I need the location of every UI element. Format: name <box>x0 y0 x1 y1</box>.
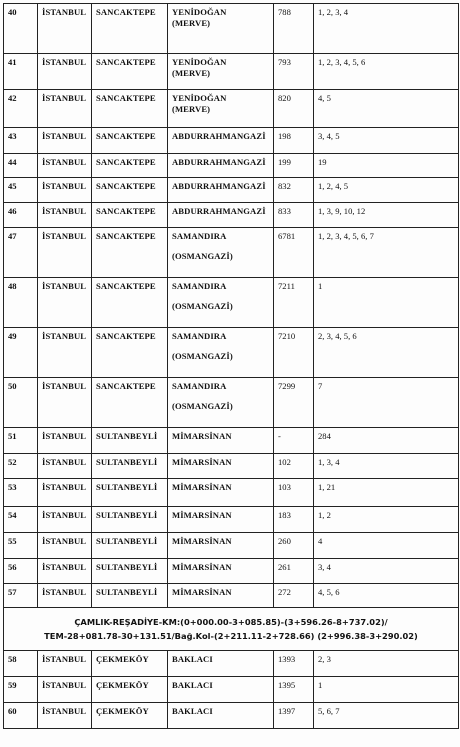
district-cell <box>92 378 168 428</box>
row-number-text: 44 <box>8 157 17 167</box>
district-cell-text: SANCAKTEPE <box>96 157 156 167</box>
row-number-text: 51 <box>8 431 17 441</box>
block-number-cell <box>274 154 314 178</box>
row-number <box>4 178 38 203</box>
parcel-numbers-cell-text: 1, 2, 3, 4, 5, 6 <box>318 57 366 67</box>
district-cell <box>92 128 168 154</box>
city-cell <box>38 479 92 507</box>
row-number <box>4 507 38 533</box>
city-cell <box>38 90 92 128</box>
district-cell <box>92 559 168 584</box>
table-row <box>4 154 459 178</box>
parcel-numbers-cell-text: 1, 2, 3, 4 <box>318 7 349 17</box>
district-cell <box>92 228 168 278</box>
city-cell-text: İSTANBUL <box>42 457 87 467</box>
block-number-cell-text: 102 <box>278 457 291 467</box>
neighborhood-cell <box>168 128 274 154</box>
city-cell <box>38 228 92 278</box>
row-number-text: 56 <box>8 562 17 572</box>
neighborhood-cell-text: YENİDOĞAN <box>172 93 227 103</box>
city-cell-text: İSTANBUL <box>42 93 87 103</box>
row-number-text: 52 <box>8 457 17 467</box>
neighborhood-cell-text: BAKLACI <box>172 706 213 716</box>
block-number-cell-text: 6781 <box>278 231 296 241</box>
row-number-text: 59 <box>8 680 17 690</box>
city-cell <box>38 278 92 328</box>
neighborhood-cell-text: MİMARSİNAN <box>172 536 232 546</box>
parcel-numbers-cell <box>314 203 459 228</box>
parcel-numbers-cell <box>314 677 459 703</box>
neighborhood-cell-text: ABDURRAHMANGAZİ <box>172 157 266 167</box>
row-number-text: 40 <box>8 7 17 17</box>
parcel-numbers-cell <box>314 54 459 90</box>
city-cell-text: İSTANBUL <box>42 206 87 216</box>
parcel-numbers-cell-text: 5, 6, 7 <box>318 706 340 716</box>
neighborhood-cell-text: ABDURRAHMANGAZİ <box>172 131 266 141</box>
block-number-cell <box>274 559 314 584</box>
row-number-text: 60 <box>8 706 17 716</box>
row-number <box>4 651 38 677</box>
parcel-numbers-cell-text: 1, 2 <box>318 510 331 520</box>
city-cell-text: İSTANBUL <box>42 536 87 546</box>
parcel-numbers-cell <box>314 128 459 154</box>
neighborhood-cell <box>168 454 274 479</box>
district-cell <box>92 533 168 559</box>
block-number-cell-text: 7211 <box>278 281 295 291</box>
city-cell-text: İSTANBUL <box>42 181 87 191</box>
table-row <box>4 703 459 729</box>
row-number-text: 57 <box>8 587 17 597</box>
neighborhood-subname: (OSMANGAZİ) <box>172 401 233 411</box>
parcel-numbers-cell <box>314 651 459 677</box>
neighborhood-cell-text: SAMANDIRA <box>172 331 227 341</box>
table-row <box>4 54 459 90</box>
neighborhood-cell <box>168 677 274 703</box>
parcel-numbers-cell <box>314 533 459 559</box>
parcel-numbers-cell <box>314 278 459 328</box>
block-number-cell-text: 272 <box>278 587 291 597</box>
block-number-cell <box>274 54 314 90</box>
neighborhood-cell <box>168 54 274 90</box>
block-number-cell-text: 833 <box>278 206 291 216</box>
table-row <box>4 584 459 608</box>
neighborhood-subname: (OSMANGAZİ) <box>172 301 233 311</box>
row-number-text: 43 <box>8 131 17 141</box>
parcel-numbers-cell <box>314 454 459 479</box>
district-cell <box>92 677 168 703</box>
block-number-cell <box>274 378 314 428</box>
neighborhood-cell <box>168 4 274 54</box>
parcel-numbers-cell <box>314 507 459 533</box>
block-number-cell <box>274 128 314 154</box>
city-cell-text: İSTANBUL <box>42 57 87 67</box>
neighborhood-cell-text: SAMANDIRA <box>172 281 227 291</box>
row-number <box>4 4 38 54</box>
neighborhood-cell <box>168 703 274 729</box>
table-row <box>4 428 459 454</box>
parcel-numbers-cell-text: 1, 2, 4, 5 <box>318 181 349 191</box>
city-cell <box>38 4 92 54</box>
block-number-cell <box>274 90 314 128</box>
city-cell-text: İSTANBUL <box>42 231 87 241</box>
city-cell <box>38 507 92 533</box>
neighborhood-cell-text: BAKLACI <box>172 680 213 690</box>
city-cell <box>38 128 92 154</box>
district-cell-text: SANCAKTEPE <box>96 281 156 291</box>
block-number-cell <box>274 703 314 729</box>
row-number-text: 50 <box>8 381 17 391</box>
table-row <box>4 677 459 703</box>
parcel-numbers-cell <box>314 90 459 128</box>
city-cell-text: İSTANBUL <box>42 7 87 17</box>
table-row <box>4 651 459 677</box>
district-cell-text: SULTANBEYLİ <box>96 510 158 520</box>
city-cell <box>38 178 92 203</box>
block-number-cell-text: 788 <box>278 7 291 17</box>
table-row <box>4 278 459 328</box>
district-cell <box>92 507 168 533</box>
city-cell-text: İSTANBUL <box>42 331 87 341</box>
line-gap <box>172 392 270 401</box>
row-number <box>4 703 38 729</box>
city-cell-text: İSTANBUL <box>42 562 87 572</box>
parcel-numbers-cell <box>314 4 459 54</box>
parcel-numbers-cell-text: 19 <box>318 157 327 167</box>
section-note <box>4 608 459 651</box>
block-number-cell <box>274 328 314 378</box>
line-gap <box>172 292 270 301</box>
district-cell <box>92 178 168 203</box>
city-cell <box>38 378 92 428</box>
parcel-numbers-cell-text: 284 <box>318 431 331 441</box>
neighborhood-cell <box>168 507 274 533</box>
neighborhood-cell <box>168 378 274 428</box>
row-number-text: 49 <box>8 331 17 341</box>
district-cell-text: SULTANBEYLİ <box>96 587 158 597</box>
block-number-cell-text: - <box>278 431 281 441</box>
line-gap <box>172 242 270 251</box>
parcel-numbers-cell-text: 1, 21 <box>318 482 336 492</box>
neighborhood-cell-text: ABDURRAHMANGAZİ <box>172 206 266 216</box>
row-number <box>4 90 38 128</box>
block-number-cell <box>274 178 314 203</box>
table-row <box>4 4 459 54</box>
city-cell <box>38 54 92 90</box>
district-cell-text: SANCAKTEPE <box>96 181 156 191</box>
district-cell <box>92 703 168 729</box>
block-number-cell-text: 260 <box>278 536 291 546</box>
district-cell <box>92 90 168 128</box>
neighborhood-cell-text: MİMARSİNAN <box>172 457 232 467</box>
row-number <box>4 677 38 703</box>
block-number-cell-text: 1395 <box>278 680 296 690</box>
city-cell-text: İSTANBUL <box>42 706 87 716</box>
district-cell-text: ÇEKMEKÖY <box>96 706 149 716</box>
table-row <box>4 454 459 479</box>
block-number-cell <box>274 479 314 507</box>
table-row <box>4 378 459 428</box>
parcel-numbers-cell-text: 1 <box>318 680 323 690</box>
row-number-text: 58 <box>8 654 17 664</box>
row-number <box>4 378 38 428</box>
district-cell <box>92 278 168 328</box>
district-cell-text: SANCAKTEPE <box>96 331 156 341</box>
neighborhood-subname: (MERVE) <box>172 68 211 78</box>
block-number-cell-text: 7299 <box>278 381 296 391</box>
block-number-cell <box>274 584 314 608</box>
block-number-cell <box>274 454 314 479</box>
parcel-table <box>3 3 459 729</box>
parcel-numbers-cell-text: 7 <box>318 381 323 391</box>
block-number-cell <box>274 228 314 278</box>
district-cell-text: ÇEKMEKÖY <box>96 654 149 664</box>
row-number-text: 42 <box>8 93 17 103</box>
district-cell-text: SANCAKTEPE <box>96 231 156 241</box>
table-row <box>4 328 459 378</box>
neighborhood-cell <box>168 90 274 128</box>
block-number-cell <box>274 507 314 533</box>
neighborhood-cell-text: BAKLACI <box>172 654 213 664</box>
parcel-numbers-cell <box>314 154 459 178</box>
row-number-text: 55 <box>8 536 17 546</box>
district-cell-text: SULTANBEYLİ <box>96 457 158 467</box>
neighborhood-cell-text: SAMANDIRA <box>172 231 227 241</box>
neighborhood-subname: (OSMANGAZİ) <box>172 251 233 261</box>
district-cell-text: ÇEKMEKÖY <box>96 680 149 690</box>
district-cell <box>92 454 168 479</box>
district-cell-text: SULTANBEYLİ <box>96 431 158 441</box>
district-cell-text: SULTANBEYLİ <box>96 482 158 492</box>
row-number-text: 45 <box>8 181 17 191</box>
table-row <box>4 203 459 228</box>
city-cell-text: İSTANBUL <box>42 510 87 520</box>
district-cell <box>92 479 168 507</box>
block-number-cell-text: 793 <box>278 57 291 67</box>
block-number-cell-text: 103 <box>278 482 291 492</box>
block-number-cell-text: 183 <box>278 510 291 520</box>
neighborhood-subname: (MERVE) <box>172 18 211 28</box>
table-row <box>4 533 459 559</box>
city-cell-text: İSTANBUL <box>42 680 87 690</box>
parcel-numbers-cell-text: 4, 5 <box>318 93 331 103</box>
city-cell <box>38 533 92 559</box>
block-number-cell-text: 199 <box>278 157 291 167</box>
parcel-numbers-cell-text: 2, 3 <box>318 654 331 664</box>
parcel-rows-sancaktepe-sultanbeyli <box>4 4 459 608</box>
neighborhood-cell <box>168 533 274 559</box>
neighborhood-cell-text: MİMARSİNAN <box>172 587 232 597</box>
neighborhood-cell <box>168 278 274 328</box>
parcel-numbers-cell-text: 3, 4 <box>318 562 331 572</box>
row-number <box>4 128 38 154</box>
row-number-text: 53 <box>8 482 17 492</box>
neighborhood-cell <box>168 154 274 178</box>
neighborhood-cell <box>168 228 274 278</box>
parcel-numbers-cell-text: 1, 3, 9, 10, 12 <box>318 206 366 216</box>
city-cell <box>38 428 92 454</box>
neighborhood-cell <box>168 651 274 677</box>
block-number-cell-text: 820 <box>278 93 291 103</box>
neighborhood-cell-text: SAMANDIRA <box>172 381 227 391</box>
city-cell <box>38 703 92 729</box>
neighborhood-cell <box>168 328 274 378</box>
neighborhood-cell <box>168 178 274 203</box>
district-cell <box>92 584 168 608</box>
district-cell <box>92 54 168 90</box>
city-cell <box>38 559 92 584</box>
neighborhood-cell-text: MİMARSİNAN <box>172 562 232 572</box>
row-number <box>4 328 38 378</box>
block-number-cell <box>274 533 314 559</box>
row-number <box>4 454 38 479</box>
district-cell <box>92 203 168 228</box>
district-cell-text: SULTANBEYLİ <box>96 536 158 546</box>
block-number-cell-text: 7210 <box>278 331 296 341</box>
neighborhood-cell-text: YENİDOĞAN <box>172 7 227 17</box>
parcel-numbers-cell-text: 4 <box>318 536 323 546</box>
city-cell-text: İSTANBUL <box>42 157 87 167</box>
city-cell-text: İSTANBUL <box>42 381 87 391</box>
city-cell-text: İSTANBUL <box>42 431 87 441</box>
parcel-numbers-cell <box>314 559 459 584</box>
city-cell <box>38 677 92 703</box>
neighborhood-cell <box>168 559 274 584</box>
district-cell-text: SANCAKTEPE <box>96 7 156 17</box>
parcel-numbers-cell <box>314 328 459 378</box>
row-number-text: 41 <box>8 57 17 67</box>
row-number <box>4 278 38 328</box>
neighborhood-cell-text: MİMARSİNAN <box>172 482 232 492</box>
row-number <box>4 154 38 178</box>
section-note-cell <box>4 608 459 651</box>
block-number-cell-text: 198 <box>278 131 291 141</box>
block-number-cell <box>274 428 314 454</box>
table-row <box>4 559 459 584</box>
parcel-numbers-cell <box>314 178 459 203</box>
city-cell <box>38 651 92 677</box>
district-cell <box>92 328 168 378</box>
block-number-cell-text: 1397 <box>278 706 296 716</box>
neighborhood-cell-text: ABDURRAHMANGAZİ <box>172 181 266 191</box>
parcel-numbers-cell-text: 1 <box>318 281 323 291</box>
parcel-numbers-cell <box>314 479 459 507</box>
neighborhood-subname: (MERVE) <box>172 104 211 114</box>
neighborhood-cell-text: MİMARSİNAN <box>172 431 232 441</box>
section-note-line-1: ÇAMLIK-REŞADİYE-KM:(0+000.00-3+085.85)-(3+596.26-8+737.02)/ <box>74 617 388 627</box>
parcel-numbers-cell-text: 2, 3, 4, 5, 6 <box>318 331 357 341</box>
block-number-cell <box>274 4 314 54</box>
district-cell <box>92 428 168 454</box>
city-cell <box>38 154 92 178</box>
parcel-numbers-cell <box>314 378 459 428</box>
parcel-numbers-cell-text: 1, 2, 3, 4, 5, 6, 7 <box>318 231 374 241</box>
parcel-numbers-cell-text: 4, 5, 6 <box>318 587 340 597</box>
row-number-text: 46 <box>8 206 17 216</box>
parcel-numbers-cell <box>314 228 459 278</box>
block-number-cell <box>274 651 314 677</box>
row-number <box>4 203 38 228</box>
parcel-numbers-cell <box>314 428 459 454</box>
city-cell-text: İSTANBUL <box>42 482 87 492</box>
block-number-cell-text: 1393 <box>278 654 296 664</box>
table-row <box>4 128 459 154</box>
city-cell <box>38 328 92 378</box>
table-row <box>4 90 459 128</box>
parcel-rows-cekmekoy <box>4 651 459 729</box>
district-cell-text: SULTANBEYLİ <box>96 562 158 572</box>
district-cell <box>92 651 168 677</box>
city-cell-text: İSTANBUL <box>42 131 87 141</box>
parcel-numbers-cell-text: 1, 3, 4 <box>318 457 340 467</box>
parcel-numbers-cell <box>314 703 459 729</box>
district-cell <box>92 4 168 54</box>
city-cell-text: İSTANBUL <box>42 654 87 664</box>
row-number-text: 47 <box>8 231 17 241</box>
row-number <box>4 559 38 584</box>
row-number <box>4 533 38 559</box>
block-number-cell-text: 261 <box>278 562 291 572</box>
city-cell <box>38 203 92 228</box>
district-cell-text: SANCAKTEPE <box>96 381 156 391</box>
block-number-cell <box>274 278 314 328</box>
block-number-cell-text: 832 <box>278 181 291 191</box>
table-row <box>4 178 459 203</box>
block-number-cell <box>274 677 314 703</box>
section-note-row <box>4 608 459 651</box>
parcel-numbers-cell-text: 3, 4, 5 <box>318 131 340 141</box>
row-number <box>4 228 38 278</box>
city-cell <box>38 584 92 608</box>
neighborhood-cell <box>168 203 274 228</box>
neighborhood-subname: (OSMANGAZİ) <box>172 351 233 361</box>
neighborhood-cell-text: MİMARSİNAN <box>172 510 232 520</box>
parcel-numbers-cell <box>314 584 459 608</box>
line-gap <box>172 342 270 351</box>
district-cell-text: SANCAKTEPE <box>96 131 156 141</box>
table-row <box>4 479 459 507</box>
neighborhood-cell <box>168 584 274 608</box>
section-note-line-2: TEM-28+081.78-30+131.51/Bağ.Kol-(2+211.11-2+728.66) (2+996.38-3+290.02) <box>44 631 418 641</box>
city-cell-text: İSTANBUL <box>42 281 87 291</box>
neighborhood-cell-text: YENİDOĞAN <box>172 57 227 67</box>
city-cell <box>38 454 92 479</box>
district-cell-text: SANCAKTEPE <box>96 57 156 67</box>
table-row <box>4 507 459 533</box>
district-cell-text: SANCAKTEPE <box>96 206 156 216</box>
block-number-cell <box>274 203 314 228</box>
row-number-text: 48 <box>8 281 17 291</box>
table-row <box>4 228 459 278</box>
row-number-text: 54 <box>8 510 17 520</box>
row-number <box>4 428 38 454</box>
row-number <box>4 54 38 90</box>
row-number <box>4 479 38 507</box>
neighborhood-cell <box>168 479 274 507</box>
row-number <box>4 584 38 608</box>
city-cell-text: İSTANBUL <box>42 587 87 597</box>
district-cell <box>92 154 168 178</box>
district-cell-text: SANCAKTEPE <box>96 93 156 103</box>
neighborhood-cell <box>168 428 274 454</box>
